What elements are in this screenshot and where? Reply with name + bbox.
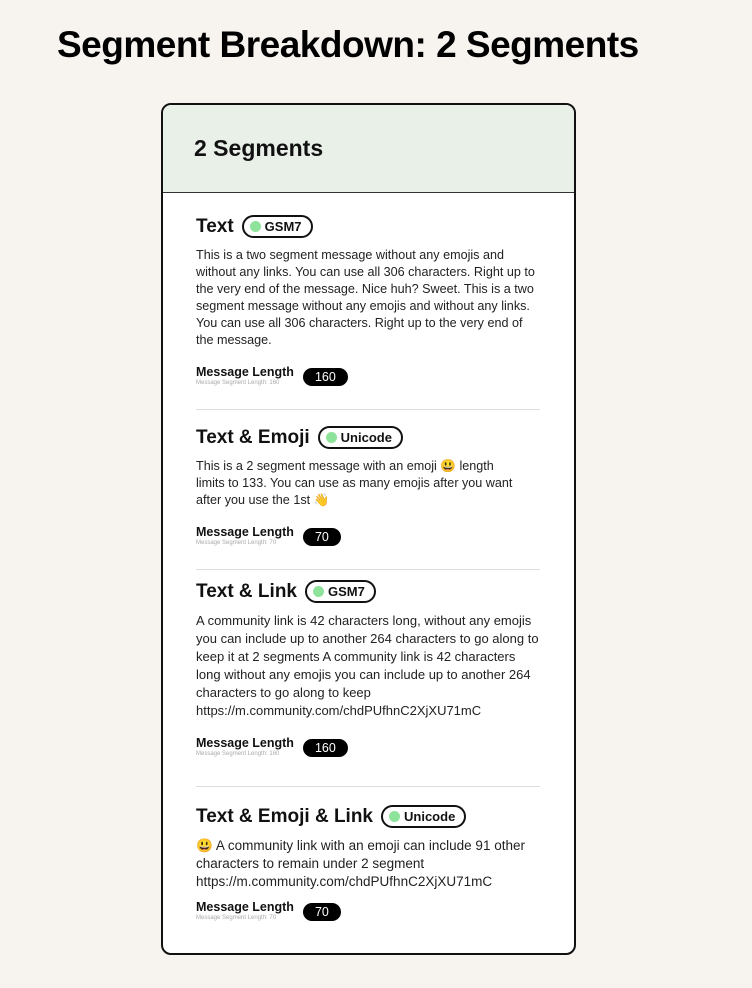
message-length-label: Message Length (196, 525, 294, 539)
message-length-label: Message Length (196, 736, 294, 750)
section-text-emoji (196, 410, 540, 570)
length-value: 70 (303, 903, 341, 921)
length-value: 160 (303, 739, 348, 757)
encoding-label: Unicode (404, 809, 456, 824)
section-text (196, 193, 540, 410)
message-body: This is a two segment message without any emojis and without any links. You can use all 306 characters. Right up to the very end of the message. Nice huh? Sweet. This is a two segment message without any emojis and without any links. You can use all 306 characters. Right up to the very end of the message. (196, 248, 535, 347)
encoding-badge (305, 580, 376, 603)
segment-card (161, 103, 576, 955)
section-title: Text & Emoji & Link (196, 805, 374, 827)
message-body: A community link is 42 characters long, without any emojis you can include up to another 264 characters to go along to keep it at 2 segments A community link is 42 characters long without any emojis you can include up to another 264 characters to go along to keep https://m.community.com/chdPUfhnC2XjXU71mC (196, 613, 539, 718)
message-length-label: Message Length (196, 900, 294, 914)
section-text-link (196, 570, 540, 787)
message-length-label: Message Length (196, 365, 294, 379)
section-title: Text (196, 215, 234, 237)
page-title: Segment Breakdown: 2 Segments (57, 24, 639, 65)
status-dot-icon (250, 221, 261, 232)
segment-length-sub: Message Segment Length: 160 (196, 751, 280, 757)
encoding-badge (242, 215, 313, 238)
status-dot-icon (389, 811, 400, 822)
encoding-badge (318, 426, 403, 449)
encoding-label: Unicode (340, 430, 392, 445)
message-body: 😃 A community link with an emoji can include 91 other characters to remain under 2 segment https://m.community.com/chdPUfhnC2XjXU71mC (196, 838, 525, 889)
status-dot-icon (313, 586, 324, 597)
length-value: 160 (303, 368, 348, 386)
message-body: This is a 2 segment message with an emoji 😃 length limits to 133. You can use as many emojis after you want after you use the 1st 👋 (196, 459, 513, 507)
card-header: 2 Segments (163, 105, 574, 193)
segment-length-sub: Message Segment Length: 160 (196, 380, 280, 386)
encoding-label: GSM7 (264, 219, 302, 234)
status-dot-icon (326, 432, 337, 443)
encoding-label: GSM7 (328, 584, 365, 599)
length-value: 70 (303, 528, 341, 546)
segment-length-sub: Message Segment Length: 70 (196, 540, 277, 546)
encoding-badge (381, 805, 466, 828)
section-title: Text & Link (196, 580, 297, 602)
segment-length-sub: Message Segment Length: 70 (196, 915, 277, 921)
section-text-emoji-link (196, 787, 540, 922)
section-title: Text & Emoji (196, 426, 310, 448)
